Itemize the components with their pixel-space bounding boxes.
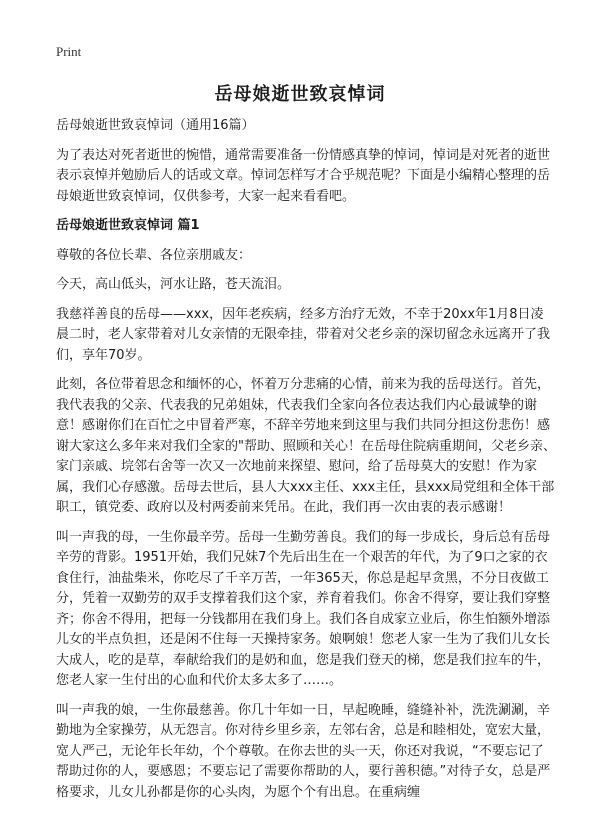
document-title: 岳母娘逝世致哀悼词 xyxy=(214,84,386,105)
paragraph-announcement: 我慈祥善良的岳母——xxx，因年老疾病，经多方治疗无效，不幸于20xx年1月8日凌晨二时，老人家带着对儿女亲情的无限牵挂，带着对父老乡亲的深切留念永远离开了我们，享年70岁。 xyxy=(56,306,551,363)
paragraph-kindness: 叫一声我的娘，一生你最慈善。你几十年如一日，早起晚睡，缝缝补补，洗洗涮涮，辛勤地为全家操劳，从无怨言。你对待乡里乡亲，左邻右舍，总是和睦相处，宽宏大量，宽人严己，无论年长年幼，个个尊敬。在你去世的头一天，你还对我说，“不要忘记了帮助过你的人，要感恩；不要忘记了需要你帮助的人，要行善积德。”对待子女，总是严格要求，儿女儿孙都是你的心头肉，为愿个个有出息。在重病缠 xyxy=(56,702,551,800)
document-body xyxy=(56,116,556,812)
document-subtitle: 岳母娘逝世致哀悼词（通用16篇） xyxy=(56,118,255,133)
intro-paragraph: 为了表达对死者逝世的惋惜，通常需要准备一份情感真挚的悼词，悼词是对死者的逝世表示哀悼并勉励后人的话或文章。悼词怎样写才合乎规范呢？下面是小编精心整理的岳母娘逝世致哀悼词，仅供参考，大家一起来看看吧。 xyxy=(56,147,551,204)
paragraph-opening: 今天，高山低头，河水让路，苍天流泪。 xyxy=(56,277,291,292)
paragraph-diligence: 叫一声我的母，一生你最辛劳。岳母一生勤劳善良。我们的每一步成长，身后总有岳母辛劳的背影。1951开始，我们兄妹7个先后出生在一个艰苦的年代，为了9口之家的衣食住行，油盐柴米，你吃尽了千辛万苦，一年365天，你总是起早贪黑，不分日夜做工分，凭着一双勤劳的双手支撑着我们这个家，养育着我们。你舍不得穿，要让我们穿整齐；你舍不得用，把每一分钱都用在我们身上。我们各自成家立业后，你生怕额外增添儿女的半点负担，还是闲不住每一天操持家务。娘啊娘！您老人家一生为了我们儿女长大成人，吃的是草，奉献给我们的是奶和血，您是我们登天的梯，您是我们拉车的牛，您老人家一生付出的心血和代价太多太多了……。 xyxy=(56,529,551,688)
paragraph-salutation: 尊敬的各位长辈、各位亲朋戚友： xyxy=(56,247,252,263)
section-heading: 岳母娘逝世致哀悼词 篇1 xyxy=(56,218,200,233)
paragraph-thanks: 此刻，各位带着思念和缅怀的心，怀着万分悲痛的心情，前来为我的岳母送行。首先，我代表我的父亲、代表我的兄弟姐妹，代表我们全家向各位表达我们内心最诚挚的谢意！感谢你们在百忙之中冒着严寒，不辞辛劳地来到这里与我们共同分担这份悲伤！感谢大家这么多年来对我们全家的"帮助、照顾和关心！在岳母住院病重期间，父老乡亲、家门亲戚、垸邻右舍等一次又一次地前来探望、慰问，给了岳母莫大的安慰！作为家属，我们心存感激。岳母去世后，县人大xxx主任、xxx主任，县xxx局党组和全体干部职工，镇党委、政府以及村两委前来凭吊。在此，我们再一次由衷的表示感谢！ xyxy=(56,377,556,515)
print-link[interactable]: Print xyxy=(56,44,82,59)
